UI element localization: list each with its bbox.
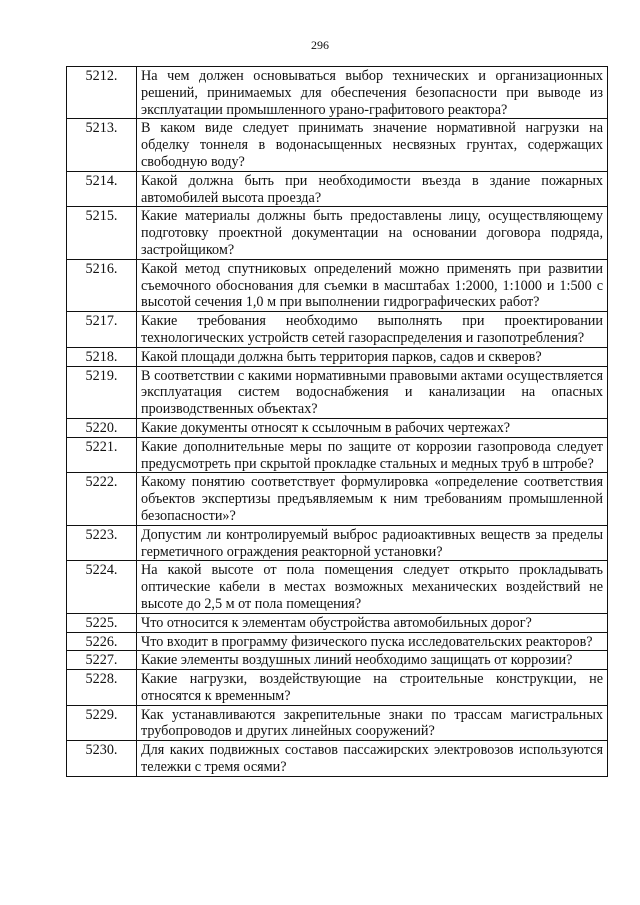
question-text: Какой метод спутниковых определений можно применять при развитии съемочного обоснования для съемки в масштабах 1:2000, 1:1000 и 1:500 с высотой сечения 1,0 м при выполнении гидрографических работ? bbox=[137, 259, 608, 311]
table-row bbox=[67, 632, 608, 651]
question-text: Какому понятию соответствует формулировка «определение соответствия объектов экспертизы предъявляемым к ним требованиям промышленной безопасности»? bbox=[137, 473, 608, 525]
question-text: Для каких подвижных составов пассажирских электровозов используются тележки с тремя осями? bbox=[137, 741, 608, 777]
table-row bbox=[67, 670, 608, 706]
question-number: 5219. bbox=[67, 366, 137, 418]
table-row bbox=[67, 119, 608, 171]
question-text: Какие материалы должны быть предоставлены лицу, осуществляющему подготовку проектной документации на основании договора подряда, застройщиком? bbox=[137, 207, 608, 259]
question-text: Что относится к элементам обустройства автомобильных дорог? bbox=[137, 613, 608, 632]
table-row bbox=[67, 613, 608, 632]
question-number: 5225. bbox=[67, 613, 137, 632]
question-number: 5230. bbox=[67, 741, 137, 777]
question-text: Допустим ли контролируемый выброс радиоактивных веществ за пределы герметичного ограждения реакторной установки? bbox=[137, 525, 608, 561]
question-text: На чем должен основываться выбор технических и организационных решений, принимаемых для обеспечения безопасности при выводе из эксплуатации промышленного урано-графитового реактора? bbox=[137, 67, 608, 119]
question-number: 5223. bbox=[67, 525, 137, 561]
table-row bbox=[67, 418, 608, 437]
question-number: 5213. bbox=[67, 119, 137, 171]
table-row bbox=[67, 741, 608, 777]
question-text: Какие нагрузки, воздействующие на строительные конструкции, не относятся к временным? bbox=[137, 670, 608, 706]
question-number: 5212. bbox=[67, 67, 137, 119]
question-number: 5220. bbox=[67, 418, 137, 437]
table-row bbox=[67, 561, 608, 613]
question-text: Какой должна быть при необходимости въезда в здание пожарных автомобилей высота проезда? bbox=[137, 171, 608, 207]
table-row bbox=[67, 705, 608, 741]
question-number: 5215. bbox=[67, 207, 137, 259]
question-number: 5228. bbox=[67, 670, 137, 706]
table-row bbox=[67, 473, 608, 525]
question-text: Какие дополнительные меры по защите от коррозии газопровода следует предусмотреть при скрытой прокладке стальных и медных труб в штробе? bbox=[137, 437, 608, 473]
table-row bbox=[67, 171, 608, 207]
question-text: Что входит в программу физического пуска исследовательских реакторов? bbox=[137, 632, 608, 651]
table-row bbox=[67, 437, 608, 473]
table-row bbox=[67, 366, 608, 418]
question-text: В каком виде следует принимать значение нормативной нагрузки на обделку тоннеля в водонасыщенных несвязных грунтах, содержащих свободную воду? bbox=[137, 119, 608, 171]
question-number: 5214. bbox=[67, 171, 137, 207]
question-number: 5221. bbox=[67, 437, 137, 473]
question-number: 5226. bbox=[67, 632, 137, 651]
table-row bbox=[67, 207, 608, 259]
table-row bbox=[67, 525, 608, 561]
table-row bbox=[67, 312, 608, 348]
question-text: Какие документы относят к ссылочным в рабочих чертежах? bbox=[137, 418, 608, 437]
questions-table-body bbox=[67, 67, 608, 777]
question-text: Какой площади должна быть территория парков, садов и скверов? bbox=[137, 347, 608, 366]
question-text: Как устанавливаются закрепительные знаки по трассам магистральных трубопроводов и других линейных сооружений? bbox=[137, 705, 608, 741]
question-number: 5216. bbox=[67, 259, 137, 311]
question-text: Какие элементы воздушных линий необходимо защищать от коррозии? bbox=[137, 651, 608, 670]
question-text: В соответствии с какими нормативными правовыми актами осуществляется эксплуатация систем водоснабжения и канализации на опасных производственных объектах? bbox=[137, 366, 608, 418]
question-number: 5227. bbox=[67, 651, 137, 670]
question-number: 5224. bbox=[67, 561, 137, 613]
table-row bbox=[67, 259, 608, 311]
question-number: 5229. bbox=[67, 705, 137, 741]
question-number: 5218. bbox=[67, 347, 137, 366]
table-row bbox=[67, 347, 608, 366]
question-number: 5217. bbox=[67, 312, 137, 348]
table-row bbox=[67, 67, 608, 119]
page-number: 296 bbox=[311, 38, 329, 52]
questions-table bbox=[66, 66, 608, 777]
table-row bbox=[67, 651, 608, 670]
question-text: На какой высоте от пола помещения следует открыто прокладывать оптические кабели в местах возможных механических воздействий не высоте до 2,5 м от пола помещения? bbox=[137, 561, 608, 613]
question-text: Какие требования необходимо выполнять при проектировании технологических устройств сетей газораспределения и газопотребления? bbox=[137, 312, 608, 348]
question-number: 5222. bbox=[67, 473, 137, 525]
